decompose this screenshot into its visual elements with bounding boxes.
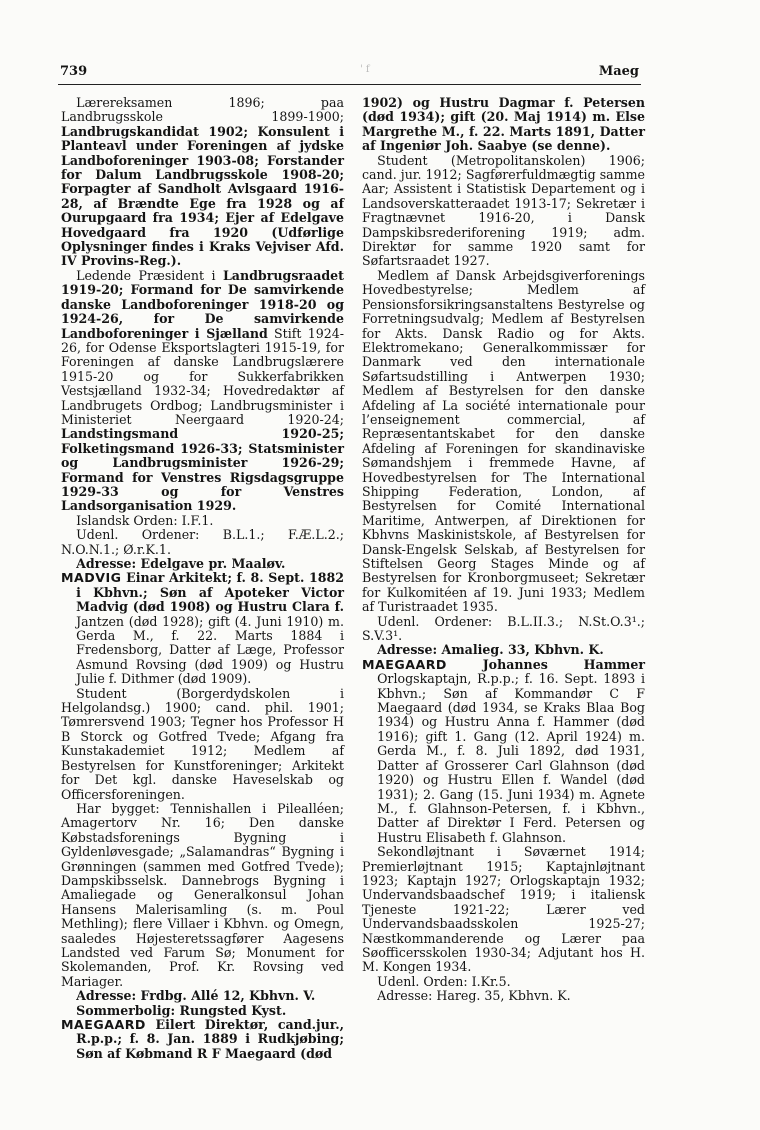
entry-surname: MADVIG xyxy=(61,570,122,586)
entry-paragraph: Lærereksamen 1896; paa Landbrugsskole 1899-1900; Landbrugskandidat 1902; Konsulent i Planteavl under Foreningen af jydske Landboforeninger 1903-08; Forstander for Dalum Landbrugsskole 1908-20; Forpagter af Sandholt Avlsgaard 1916-28, af Brændte Ege fra 1928 og af Ourupgaard fra 1934; Ejer af Edelgave Hovedgaard fra 1920 (Udførlige Oplysninger findes i Kraks Vejviser Afd. IV Provins-Reg.). xyxy=(61,95,344,269)
address-line: Adresse: Hareg. 35, Kbhvn. K. xyxy=(377,988,571,1004)
left-column xyxy=(61,96,344,1061)
scan-mark: ' f xyxy=(360,64,370,75)
entry-paragraph: Student (Metropolitanskolen) 1906; cand. jur. 1912; Sagførerfuldmægtig samme Aar; Assistent i Statistisk Departement og i Landsoverskatteraadet 1913-17; Sekretær i Fragtnævnet 1916-20, i Dansk Dampskibsrederiforening 1919; adm. Direktør for samme 1920 samt for Søfartsraadet 1927. xyxy=(362,152,645,269)
entry-paragraph: Har bygget: Tennishallen i Pilealléen; Amagertorv Nr. 16; Den danske Købstadsforenings Bygning i Gyldenløvesgade; „Salamandras“ Bygning i Grønningen (sammen med Gotfred Tvede); Dampskibsselsk. Dannebrogs Bygning i Amaliegade og Generalkonsul Johan Hansens Malerisamling (s. m. Poul Methling); flere Villaer i Kbhvn. og Omegn, saaledes Højesteretssagfører Aagesens Landsted ved Farum Sø; Monument for Skolemanden, Prof. Kr. Rovsing ved Mariager. xyxy=(61,800,344,989)
entry-paragraph: Sekondløjtnant i Søværnet 1914; Premierløjtnant 1915; Kaptajnløjtnant 1923; Kaptajn 1927; Orlogskaptajn 1932; Undervandsbaadschef 1919; i italiensk Tjeneste 1921-22; Lærer ved Undervandsbaadsskolen 1925-27; Næstkommanderende og Lærer paa Søofficersskolen 1930-34; Adjutant hos H. M. Kongen 1934. xyxy=(362,844,645,975)
entry-paragraph: Udenl. Ordener: B.L.1.; F.Æ.L.2.; N.O.N.1.; Ø.r.K.1. xyxy=(61,527,344,557)
entry-paragraph: Udenl. Orden: I.Kr.5. xyxy=(377,973,511,989)
address-line: Adresse: Edelgave pr. Maaløv. xyxy=(76,556,286,571)
running-head: Maeg xyxy=(598,64,639,79)
right-column xyxy=(362,96,645,1004)
entry-paragraph: Udenl. Ordener: B.L.II.3.; N.St.O.3¹.; S.V.3¹. xyxy=(362,613,645,644)
entry-paragraph: Medlem af Dansk Arbejdsgiverforenings Hovedbestyrelse; Medlem af Pensionsforsikringsanstaltens Bestyrelse og Forretningsudvalg; Medlem af Bestyrelsen for Akts. Dansk Radio og for Akts. Elektromekano; Generalkommissær for Danmark ved den internationale Søfartsudstilling i Antwerpen 1930; Medlem af Bestyrelsen for den danske Afdeling af La société internationale pour l’enseignement commercial, af Repræsentantskabet for den danske Afdeling af Foreningen for skandinaviske Sømandshjem i fremmede Havne, af Hovedbestyrelsen for The International Shipping Federation, London, af Bestyrelsen for Comité International Maritime, Antwerpen, af Direktionen for Kbhvns Maskinistskole, af Bestyrelsen for Dansk-Engelsk Selskab, af Bestyrelsen for Stiftelsen Georg Stages Minde og af Bestyrelsen for Kronborgmuseet; Sekretær for Kulkomitéen af 19. Juni 1933; Medlem af Turistraadet 1935. xyxy=(362,267,645,615)
entry-paragraph: Ledende Præsident i Landbrugsraadet 1919-20; Formand for De samvirkende danske Landboforeninger 1918-20 og 1924-26, for De samvirkende Landboforeninger i Sjælland Stift 1924-26, for Odense Eksportslagteri 1915-19, for Foreningen af danske Landbrugslærere 1915-20 og for Sukkerfabrikken Vestsjælland 1932-34; Hovedredaktør af Landbrugets Ordbog; Landbrugsminister i Ministeriet Neergaard 1920-24; Landstingsmand 1920-25; Folketingsmand 1926-33; Statsminister og Landbrugsminister 1926-29; Formand for Venstres Rigsdagsgruppe 1929-33 og for Venstres Landsorganisation 1929. xyxy=(61,267,344,514)
page-number: 739 xyxy=(60,64,88,79)
page-header xyxy=(58,58,641,85)
entry-surname: MAEGAARD xyxy=(61,1017,146,1032)
biography-entry-maegaard-eilert: MAEGAARD Eilert Direktør, cand.jur., R.p.p.; f. 8. Jan. 1889 i Rudkjøbing; Søn af Købmand R F Maegaard (død xyxy=(61,1017,344,1061)
entry-surname: MAEGAARD xyxy=(362,656,447,672)
entry-paragraph: 1902) og Hustru Dagmar f. Petersen (død 1934); gift (20. Maj 1914) m. Else Margrethe M., f. 22. Marts 1891, Datter af Ingeniør Joh. Saabye (se denne). xyxy=(362,95,645,154)
entry-paragraph: Islandsk Orden: I.F.1. xyxy=(76,512,214,528)
biography-entry-madvig: MADVIG Einar Arkitekt; f. 8. Sept. 1882 i Kbhvn.; Søn af Apoteker Victor Madvig (død 1908) og Hustru Clara f. Jantzen (død 1928); gift (4. Juni 1910) m. Gerda M., f. 22. Marts 1884 i Fredensborg, Datter af Læge, Professor Asmund Rovsing (død 1909) og Hustru Julie f. Dithmer (død 1909). xyxy=(61,570,344,687)
biography-entry-maegaard-johannes: MAEGAARD Johannes Hammer Orlogskaptajn, R.p.p.; f. 16. Sept. 1893 i Kbhvn.; Søn af Kommandør C F Maegaard (død 1934, se Kraks Blaa Bog 1934) og Hustru Anna f. Hammer (død 1916); gift 1. Gang (12. April 1924) m. Gerda M., f. 8. Juli 1892, død 1931, Datter af Grosserer Carl Glahnson (død 1920) og Hustru Ellen f. Wandel (død 1931); 2. Gang (15. Juni 1934) m. Agnete M., f. Glahnson-Petersen, f. i Kbhvn., Datter af Direktør I Ferd. Petersen og Hustru Elisabeth f. Glahnson. xyxy=(362,656,645,845)
address-line: Sommerbolig: Rungsted Kyst. xyxy=(76,1002,287,1018)
entry-paragraph: Student (Borgerdydskolen i Helgolandsg.) 1900; cand. phil. 1901; Tømrersvend 1903; Tegner hos Professor H B Storck og Gotfred Tvede; Afgang fra Kunstakademiet 1912; Medlem af Bestyrelsen for Kunstforeninger; Arkitekt for Det kgl. danske Haveselskab og Officersforeningen. xyxy=(61,685,344,802)
address-line: Adresse: Amalieg. 33, Kbhvn. K. xyxy=(377,642,604,658)
address-line: Adresse: Frdbg. Allé 12, Kbhvn. V. xyxy=(76,988,316,1004)
